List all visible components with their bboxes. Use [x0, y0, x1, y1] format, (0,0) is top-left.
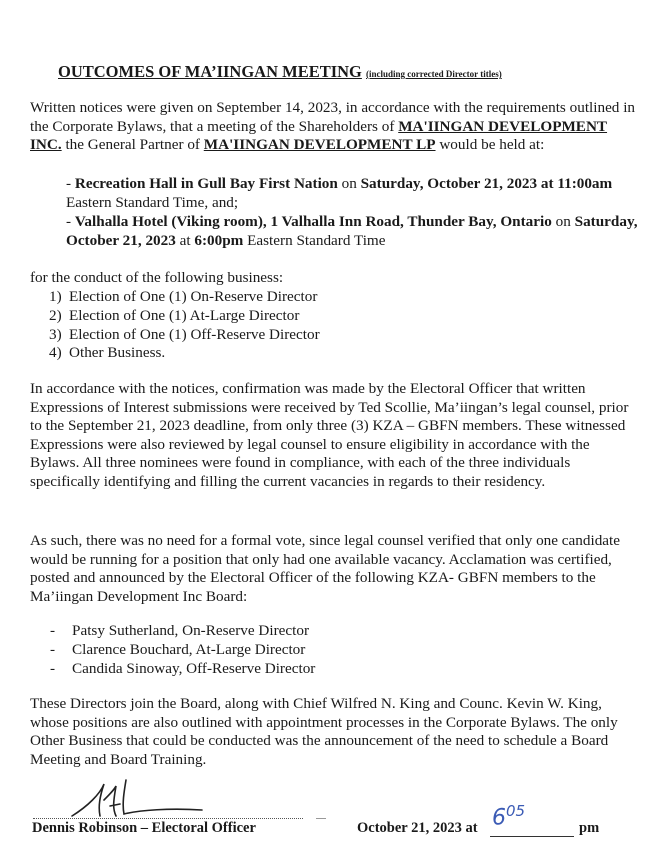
document-title: [58, 62, 648, 82]
title-main: OUTCOMES OF MA’IINGAN MEETING: [58, 62, 362, 81]
signatory-name: Dennis Robinson – Electoral Officer: [32, 820, 256, 836]
location-1-timezone: Eastern Standard Time, and;: [66, 193, 239, 211]
list-number: 1): [49, 288, 62, 305]
location-1-place: Recreation Hall in Gull Bay First Nation: [74, 175, 338, 192]
location-1-dash: -: [66, 175, 75, 192]
list-dash: -: [50, 622, 56, 639]
list-item: [50, 622, 315, 641]
list-number: 2): [49, 306, 62, 324]
confirmation-paragraph: In accordance with the notices, confirmation was made by the Electoral Officer that written Expressions of Interest submissions were received by Ted Scollie, Ma’iingan’s legal counsel, prior to the September 21, 2023 deadline, from only three (3) KZA – GBFN members. These witnessed Expressions were also reviewed by legal counsel to ensure eligibility in accordance with the Bylaws. All three nominees were found in compliance, with each of the three individuals specifically identifying and filling the current vacancies in regards to their residency.: [30, 380, 629, 490]
time-suffix: pm: [579, 820, 600, 836]
list-text: Election of One (1) At-Large Director: [69, 306, 300, 324]
list-item: [49, 288, 320, 307]
intro-text-1: Written notices were given on September 14, 2023, in accordance with the requirements outlined in the Corporate Bylaws, that a meeting of the Shareholders of: [30, 99, 636, 135]
business-list: [49, 288, 320, 363]
time-blank-line: [490, 836, 574, 837]
handwritten-time: [492, 802, 525, 830]
list-item: [49, 344, 320, 363]
list-dash: -: [50, 640, 56, 658]
signature-date: October 21, 2023 at: [357, 820, 478, 836]
list-text: Election of One (1) On-Reserve Director: [69, 288, 318, 305]
intro-paragraph: [30, 99, 642, 155]
location-2-date: Saturday, October 21, 2023: [66, 213, 638, 249]
business-intro: for the conduct of the following business:: [30, 269, 284, 286]
handwritten-signature: [70, 776, 210, 820]
company-name-lp: MA'IINGAN DEVELOPMENT LP: [203, 136, 436, 154]
list-text: Other Business.: [69, 344, 166, 362]
intro-text-3: would be held at:: [435, 136, 545, 154]
company-name-inc: MA'IINGAN DEVELOPMENT INC.: [30, 117, 608, 154]
director-entry: Patsy Sutherland, On-Reserve Director: [72, 622, 310, 639]
list-number: 4): [49, 344, 62, 362]
separator-dash: [316, 818, 326, 819]
intro-text-2: the General Partner of: [61, 136, 204, 154]
list-item: [49, 326, 320, 345]
meeting-location-1: [66, 175, 646, 212]
director-entry: Candida Sinoway, Off-Reserve Director: [72, 659, 316, 677]
location-2-timezone: Eastern Standard Time: [243, 231, 386, 249]
title-subtitle: (including corrected Director titles): [366, 69, 502, 79]
list-number: 3): [49, 325, 62, 343]
acclamation-paragraph: As such, there was no need for a formal vote, since legal counsel verified that only one candidate would be running for a position that only had one available vacancy. Acclamation was certified, posted and announced by the Electoral Officer of the following KZA- GBFN members to the Ma’iingan Development Inc Board:: [30, 532, 620, 605]
directors-list: [50, 622, 315, 678]
location-2-place: Valhalla Hotel (Viking room), 1 Valhalla Inn Road, Thunder Bay, Ontario: [74, 213, 552, 230]
list-item: [50, 641, 315, 660]
location-1-datetime: Saturday, October 21, 2023 at 11:00am: [360, 175, 613, 192]
closing-paragraph: These Directors join the Board, along with Chief Wilfred N. King and Counc. Kevin W. King, whose positions are also outlined with appointment processes in the Corporate Bylaws. The only Other Business that could be conducted was the announcement of the need to schedule a Board Meeting and Board Training.: [30, 695, 618, 768]
director-entry: Clarence Bouchard, At-Large Director: [72, 640, 306, 658]
list-item: [49, 307, 320, 326]
location-2-on: on: [551, 213, 575, 230]
signature-line: [33, 818, 303, 819]
location-2-at: at: [175, 231, 195, 249]
location-2-time: 6:00pm: [194, 231, 244, 249]
location-2-dash: -: [66, 213, 75, 230]
meeting-location-2: [66, 213, 646, 250]
location-1-on: on: [337, 175, 361, 192]
list-item: [50, 660, 315, 679]
handwritten-minutes: 05: [506, 802, 526, 820]
list-dash: -: [50, 659, 56, 677]
list-text: Election of One (1) Off-Reserve Director: [69, 325, 320, 343]
handwritten-hour: 6: [492, 805, 506, 831]
